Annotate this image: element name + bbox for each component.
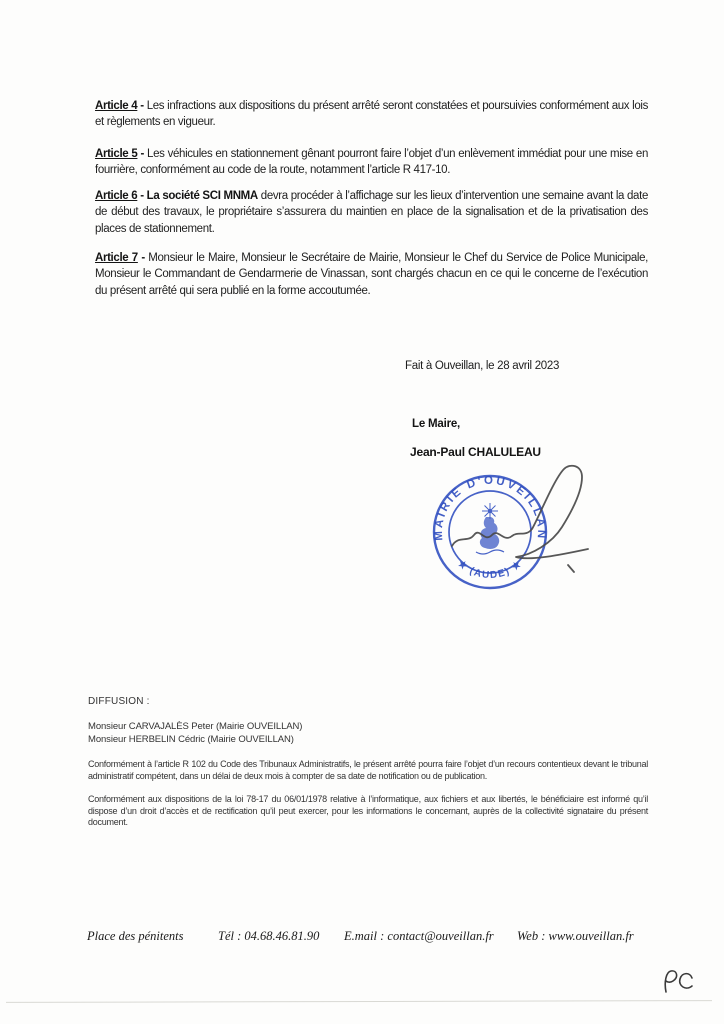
signatory-title: Le Maire,: [412, 418, 461, 430]
place-and-date: Fait à Ouveillan, le 28 avril 2023: [405, 360, 560, 372]
article-text: Les véhicules en stationnement gênant pourront faire l’objet d’un enlèvement immédiat pour une mise en fourrière, conformément au code de la route, notamment l’article R 417-10.: [95, 147, 648, 176]
footer-email: E.mail : contact@ouveillan.fr: [344, 929, 494, 943]
municipal-stamp-and-signature: [420, 455, 630, 605]
article-text: Monsieur le Maire, Monsieur le Secrétaire de Mairie, Monsieur le Chef du Service de Police Municipale, Monsieur le Commandant de Gendarmerie de Vinassan, sont chargés chacun en ce qui le concerne de l’exécution du présent arrêté qui sera publié en la forme accoutumée.: [95, 251, 648, 297]
article-separator: -: [140, 99, 144, 112]
article-separator: -: [141, 251, 145, 264]
article-separator: -: [140, 189, 144, 202]
scan-edge-artifact: [6, 1000, 712, 1003]
legal-notice: Conformément aux dispositions de la loi 78-17 du 06/01/1978 relative à l’informatique, aux fichiers et aux libertés, le bénéficiaire est informé qu’il dispose d’un droit d’accès et de rectification qu’il peut exercer, pour les informations le concernant, auprès de la collectivité signataire du présent document.: [88, 794, 648, 827]
article-label: Article 6: [95, 189, 138, 202]
article-separator: -: [140, 147, 144, 160]
stamp-base-icon: [476, 550, 504, 554]
footer-address: Place des pénitents: [87, 929, 184, 943]
article-paragraph: [95, 188, 648, 238]
article-text: devra procéder à l’affichage sur les lieux d’intervention une semaine avant la date de début des travaux, le propriétaire s’assurera du maintien en place de la signalisation et de la privatisation des places de stationnement.: [95, 189, 648, 235]
article-label: Article 5: [95, 147, 138, 160]
diffusion-recipient: Monsieur HERBELIN Cédric (Mairie OUVEILLAN): [88, 734, 294, 745]
footer-website: Web : www.ouveillan.fr: [517, 929, 634, 943]
article-bold-lead: La société SCI MNMA: [146, 189, 258, 202]
diffusion-recipient-list: [88, 720, 302, 746]
article-label: Article 7: [95, 251, 138, 264]
footer-phone: Tél : 04.68.46.81.90: [218, 929, 320, 943]
article-paragraph: [95, 146, 648, 179]
handwritten-initials: [658, 966, 698, 1000]
diffusion-heading: DIFFUSION :: [88, 696, 150, 707]
article-text: Les infractions aux dispositions du présent arrêté seront constatées et poursuivies conformément aux lois et règlements en vigueur.: [95, 99, 648, 128]
signatory-name: Jean-Paul CHALULEAU: [410, 445, 541, 459]
stamp-top-text: MAIRIE D'OUVEILLAN: [432, 474, 548, 542]
stamp-sun-icon: [487, 508, 492, 513]
article-paragraph: [95, 250, 648, 300]
stamp-bottom-text: ★ (AUDE) ★: [455, 558, 525, 582]
legal-notice: Conformément à l’article R 102 du Code des Tribunaux Administratifs, le présent arrêté pourra faire l’objet d’un recours contentieux devant le tribunal administratif compétent, dans un délai de deux mois à compter de sa date de notification ou de publication.: [88, 759, 648, 781]
article-label: Article 4: [95, 99, 138, 112]
diffusion-recipient: Monsieur CARVAJALÈS Peter (Mairie OUVEILLAN): [88, 721, 303, 732]
article-paragraph: [95, 98, 648, 131]
